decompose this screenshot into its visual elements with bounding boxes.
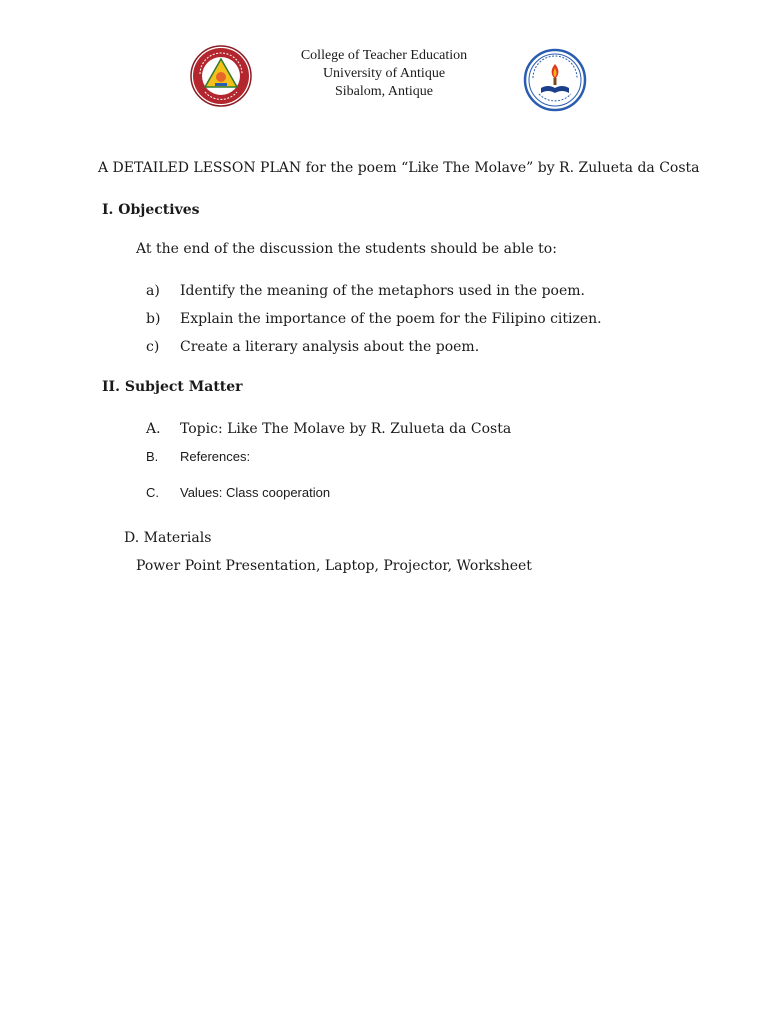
institution-header xyxy=(234,47,534,101)
list-marker: B. xyxy=(146,449,159,464)
college-seal-icon xyxy=(523,48,587,112)
list-item-text: Explain the importance of the poem for the Filipino citizen. xyxy=(180,311,602,327)
objectives-intro: At the end of the discussion the students should be able to: xyxy=(136,241,557,257)
list-item-text: References: xyxy=(180,449,251,464)
header-university: University of Antique xyxy=(322,66,446,81)
header-location: Sibalom, Antique xyxy=(335,84,433,99)
lesson-plan-title: A DETAILED LESSON PLAN for the poem “Like The Molave” by R. Zulueta da Costa xyxy=(98,160,700,176)
subject-matter-heading: II. Subject Matter xyxy=(102,379,243,395)
list-marker: a) xyxy=(146,283,160,299)
list-marker: b) xyxy=(146,311,161,327)
list-item-text: Create a literary analysis about the poem. xyxy=(180,339,480,355)
list-item-text: Values: Class cooperation xyxy=(180,485,331,500)
materials-heading: D. Materials xyxy=(124,530,212,546)
list-item-text: Identify the meaning of the metaphors used in the poem. xyxy=(180,283,585,299)
list-marker: C. xyxy=(146,485,159,500)
list-marker: A. xyxy=(146,421,161,437)
header-college: College of Teacher Education xyxy=(300,48,468,63)
list-item-text: Topic: Like The Molave by R. Zulueta da Costa xyxy=(180,421,512,437)
list-marker: c) xyxy=(146,339,160,355)
objectives-heading: I. Objectives xyxy=(102,202,200,218)
materials-text: Power Point Presentation, Laptop, Projector, Worksheet xyxy=(136,558,532,574)
